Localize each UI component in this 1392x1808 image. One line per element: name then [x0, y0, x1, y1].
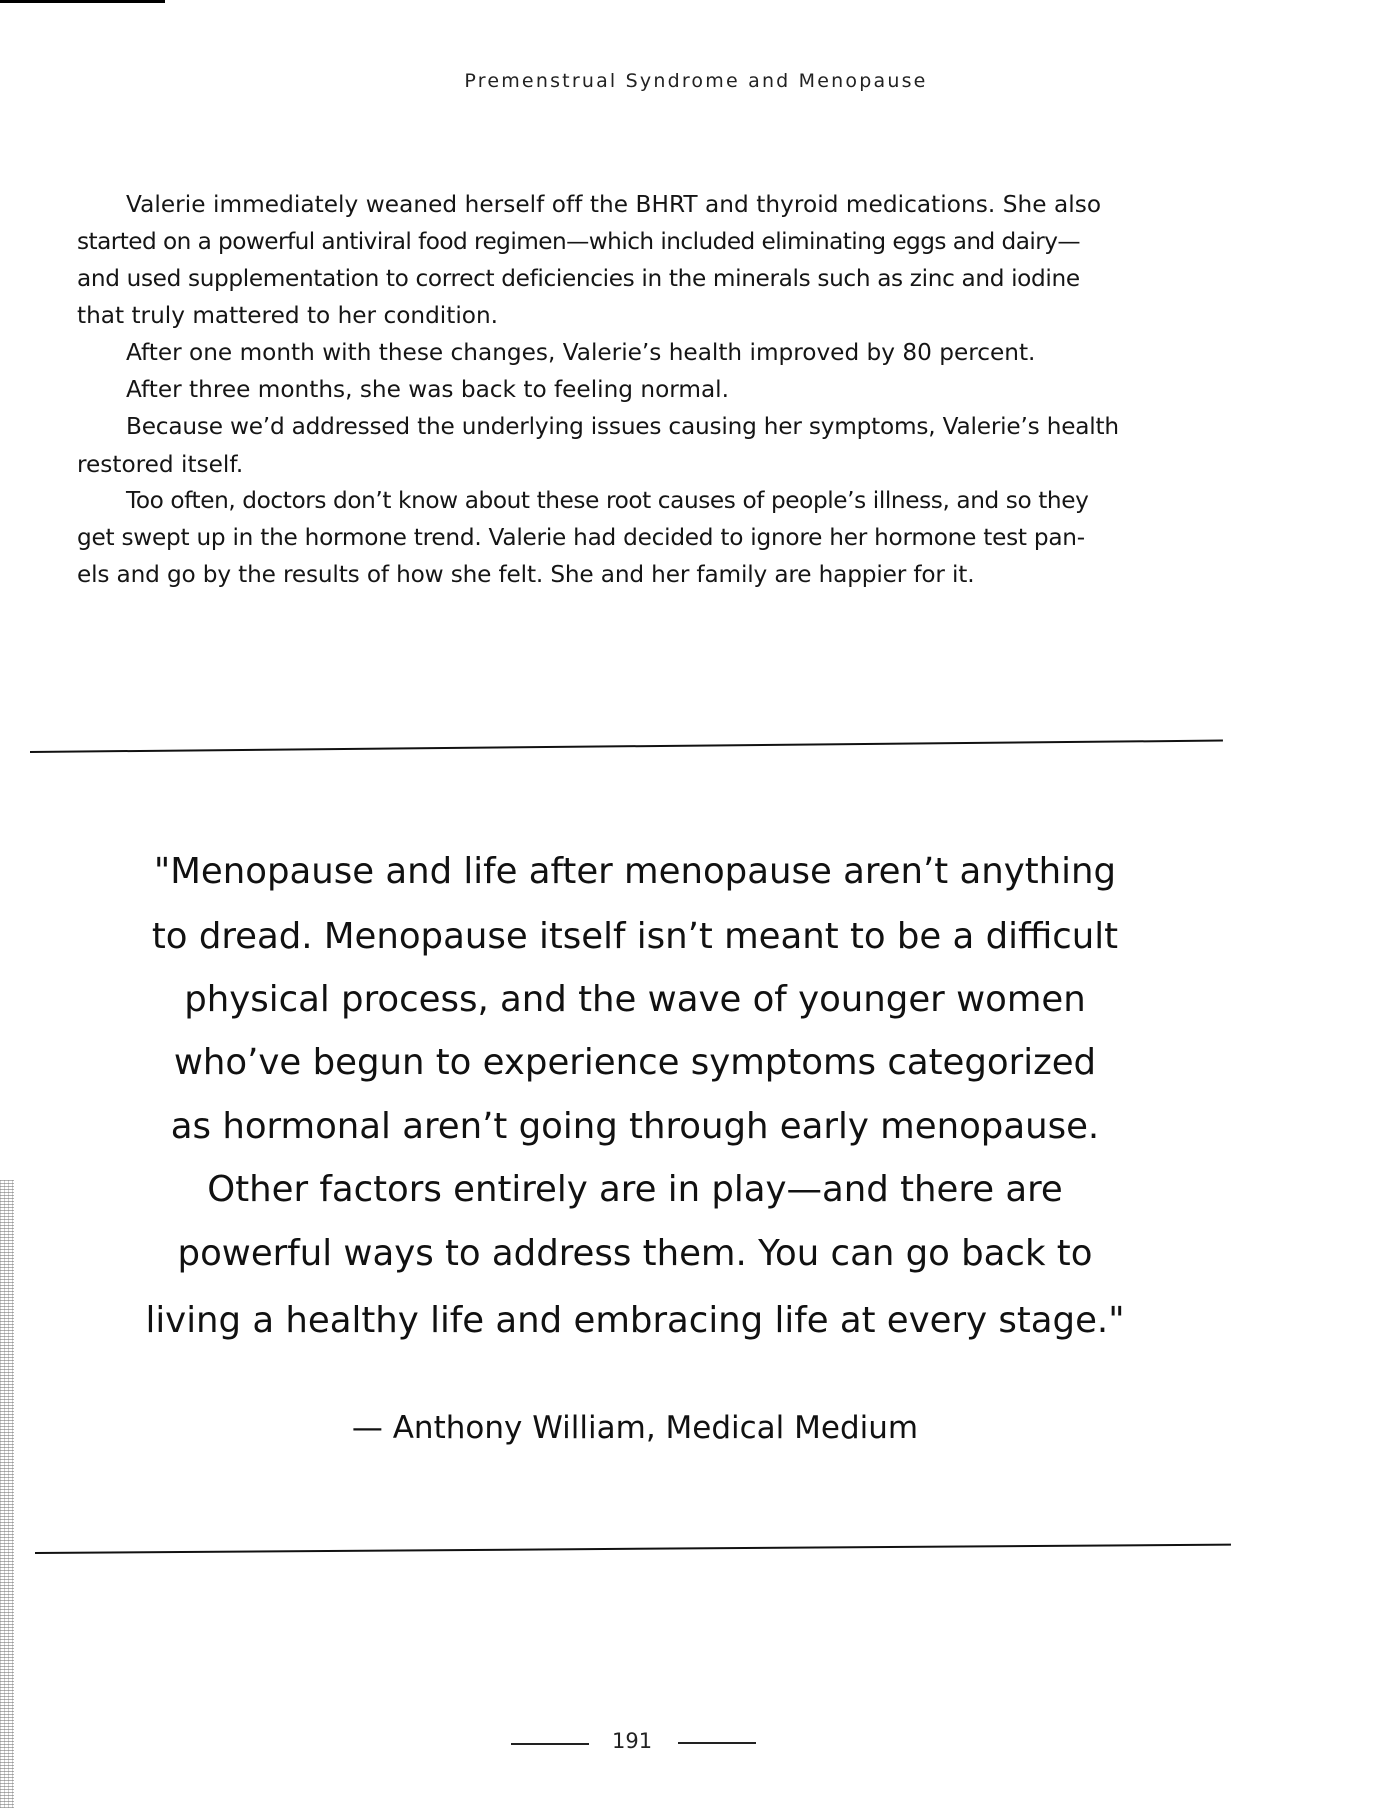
pull-quote-top-rule: [30, 740, 1223, 753]
body-line: els and go by the results of how she felt. She and her family are happier for it.: [77, 561, 975, 588]
body-line: get swept up in the hormone trend. Valerie had decided to ignore her hormone test pan-: [77, 524, 1085, 551]
pull-quote-line: who’ve begun to experience symptoms categorized: [173, 1042, 1097, 1083]
body-line: After one month with these changes, Valerie’s health improved by 80 percent.: [126, 339, 1036, 366]
page-number-dash-left: [511, 1743, 589, 1745]
scan-edge-mark: [0, 0, 165, 3]
pull-quote-bottom-rule: [35, 1544, 1231, 1554]
scan-noise-edge: [0, 1180, 14, 1808]
pull-quote-line: as hormonal aren’t going through early menopause.: [170, 1106, 1100, 1147]
pull-quote-line: living a healthy life and embracing life at every stage.": [145, 1300, 1125, 1341]
body-line: restored itself.: [77, 451, 244, 478]
page-number: 191: [612, 1729, 653, 1753]
pull-quote-line: Other factors entirely are in play—and there are: [207, 1169, 1063, 1210]
body-line: After three months, she was back to feeling normal.: [126, 376, 729, 403]
body-line: started on a powerful antiviral food regimen—which included eliminating eggs and dairy—: [77, 228, 1081, 255]
pull-quote-line: to dread. Menopause itself isn’t meant to be a difficult: [151, 916, 1119, 957]
body-line: Valerie immediately weaned herself off the BHRT and thyroid medications. She also: [126, 191, 1102, 218]
pull-quote-line: powerful ways to address them. You can go back to: [177, 1233, 1093, 1274]
pull-quote-line: "Menopause and life after menopause aren’t anything: [153, 851, 1117, 892]
page-number-dash-right: [678, 1742, 756, 1744]
pull-quote-attribution: — Anthony William, Medical Medium: [351, 1410, 919, 1446]
body-line: that truly mattered to her condition.: [77, 302, 499, 329]
running-header: Premenstrual Syndrome and Menopause: [464, 70, 928, 92]
body-line: Too often, doctors don’t know about these root causes of people’s illness, and so they: [126, 487, 1089, 514]
body-line: Because we’d addressed the underlying issues causing her symptoms, Valerie’s health: [126, 413, 1119, 440]
pull-quote-line: physical process, and the wave of younger women: [184, 979, 1086, 1020]
body-line: and used supplementation to correct deficiencies in the minerals such as zinc and iodine: [77, 265, 1080, 292]
